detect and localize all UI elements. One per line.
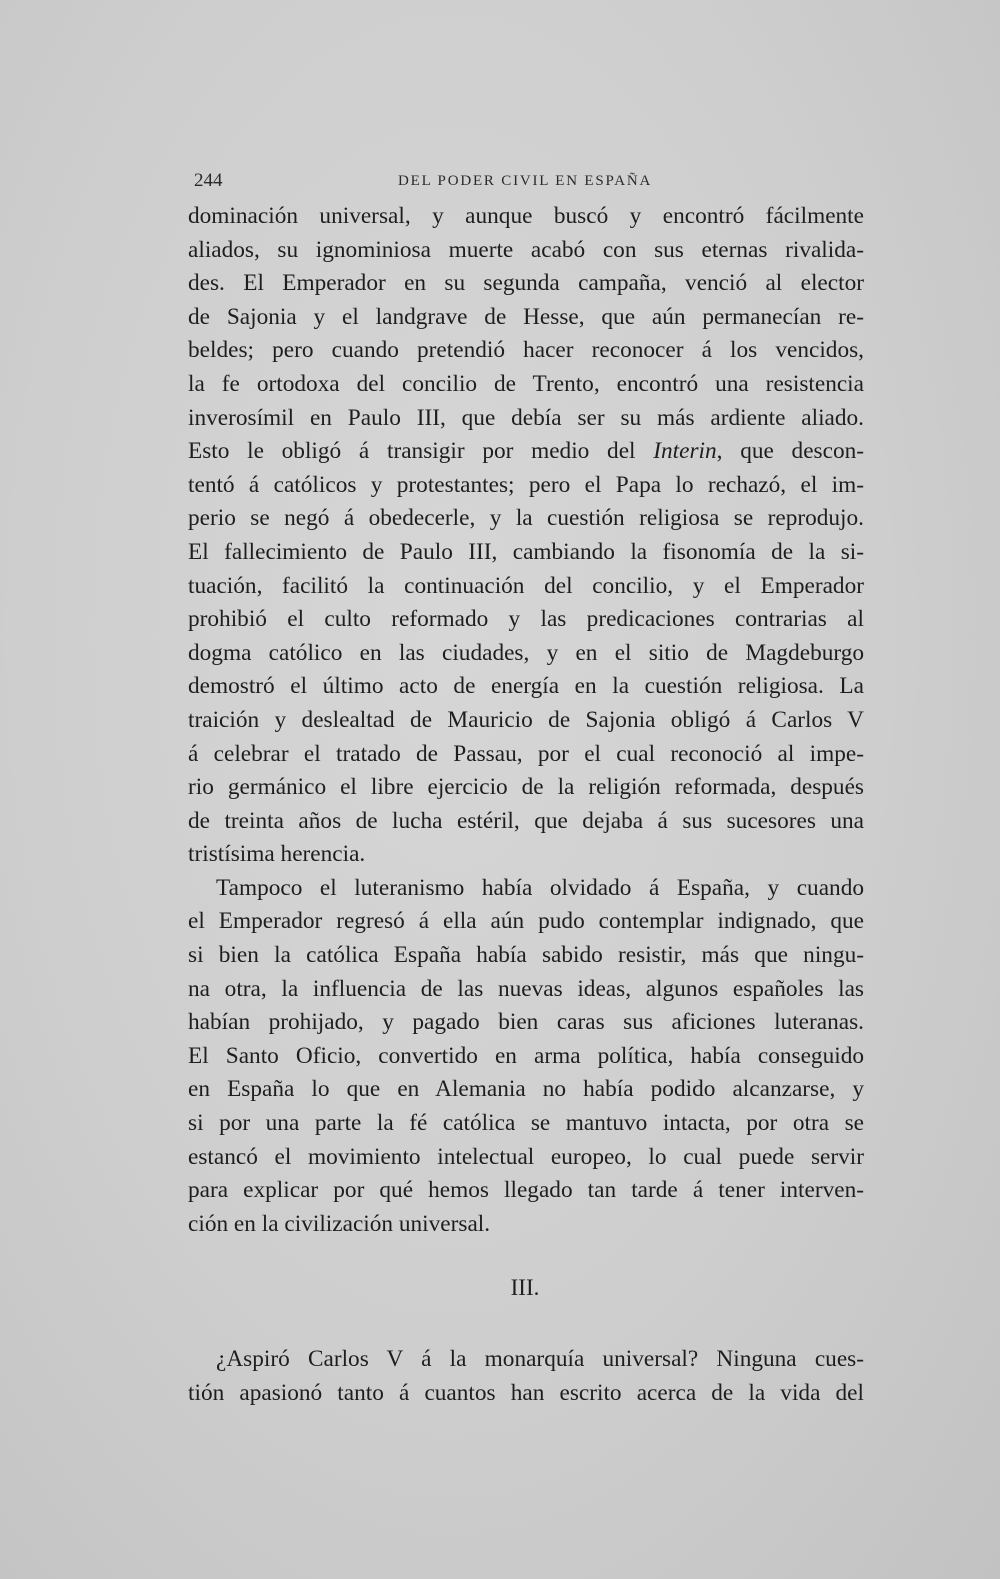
paragraph-2 — [188, 872, 864, 1242]
text-line: de Sajonia y el landgrave de Hesse, que aún permanecían re- — [188, 303, 864, 330]
text-line: habían prohijado, y pagado bien caras sus aficiones luteranas. — [188, 1009, 864, 1036]
text-line: inverosímil en Paulo III, que debía ser su más ardiente aliado. — [188, 404, 864, 431]
text-line: traición y deslealtad de Mauricio de Sajonia obligó á Carlos V — [188, 706, 864, 733]
text-segment: , que descon- — [716, 438, 865, 465]
paragraph-1 — [188, 200, 864, 872]
text-line: tristísima herencia. — [188, 841, 366, 868]
text-line-with-italic — [188, 435, 864, 469]
text-line: ¿Aspiró Carlos V á la monarquía universal? Ninguna cues- — [216, 1346, 864, 1372]
text-line: dominación universal, y aunque buscó y encontró fácilmente — [188, 203, 864, 229]
text-line: Tampoco el luteranismo había olvidado á España, y cuando — [216, 874, 864, 901]
text-line: aliados, su ignominiosa muerte acabó con sus eternas rivalida- — [188, 236, 864, 263]
text-line: para explicar por qué hemos llegado tan tarde á tener interven- — [188, 1177, 864, 1204]
text-line: en España lo que en Alemania no había podido alcanzarse, y — [188, 1076, 864, 1103]
text-line: des. El Emperador en su segunda campaña, venció al elector — [188, 270, 864, 297]
text-line: El Santo Oficio, convertido en arma política, había conseguido — [188, 1042, 864, 1069]
text-line: tuación, facilitó la continuación del concilio, y el Emperador — [188, 572, 864, 599]
text-line: rio germánico el libre ejercicio de la religión reformada, después — [188, 774, 864, 801]
text-line: si bien la católica España había sabido resistir, más que ningu- — [188, 942, 864, 969]
text-line: demostró el último acto de energía en la cuestión religiosa. La — [188, 673, 864, 700]
text-line: perio se negó á obedecerle, y la cuestión religiosa se reprodujo. — [188, 505, 864, 532]
text-line: de treinta años de lucha estéril, que dejaba á sus sucesores una — [188, 807, 864, 834]
text-line: dogma católico en las ciudades, y en el sitio de Magdeburgo — [188, 639, 864, 666]
paragraph-3 — [188, 1343, 864, 1410]
text-line: el Emperador regresó á ella aún pudo contemplar indignado, que — [188, 908, 864, 935]
main-text — [188, 200, 864, 1241]
text-line: estancó el movimiento intelectual europeo, lo cual puede servir — [188, 1143, 864, 1170]
text-line: beldes; pero cuando pretendió hacer reconocer á los vencidos, — [188, 337, 864, 364]
running-title: DEL PODER CIVIL EN ESPAÑA — [398, 173, 653, 189]
text-line: El fallecimiento de Paulo III, cambiando la fisonomía de la si- — [188, 538, 864, 565]
text-segment: Esto le obligó á transigir por medio del — [188, 438, 654, 465]
section-heading: III. — [510, 1275, 540, 1300]
running-header — [190, 170, 670, 194]
text-line: ción en la civilización universal. — [188, 1210, 491, 1237]
page-number: 244 — [194, 170, 223, 191]
text-line: prohibió el culto reformado y las predicaciones contrarias al — [188, 606, 864, 633]
text-line: tión apasionó tanto á cuantos han escrito acerca de la vida del — [188, 1379, 864, 1406]
text-line: si por una parte la fé católica se mantuvo intacta, por otra se — [188, 1110, 864, 1137]
italic-term: Interin — [653, 438, 717, 465]
text-line: la fe ortodoxa del concilio de Trento, encontró una resistencia — [188, 370, 864, 397]
text-line: tentó á católicos y protestantes; pero el Papa lo rechazó, el im- — [188, 471, 864, 498]
text-line: á celebrar el tratado de Passau, por el cual reconoció al impe- — [188, 740, 864, 767]
text-line: na otra, la influencia de las nuevas ideas, algunos españoles las — [188, 975, 864, 1002]
